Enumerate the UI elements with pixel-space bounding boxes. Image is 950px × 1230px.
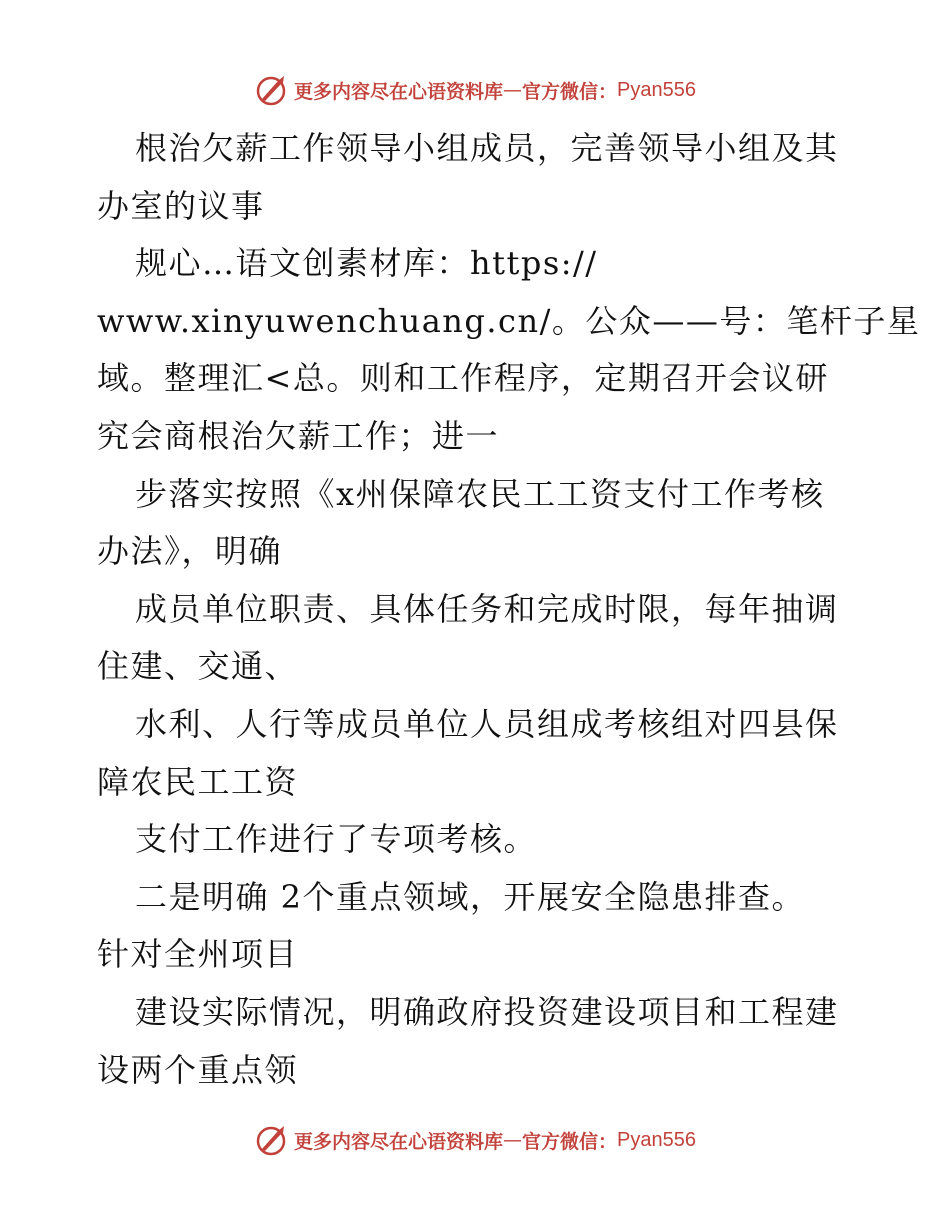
banner-id: Pyan556 <box>617 1128 696 1151</box>
text-line: 究会商根治欠薪工作；进一 <box>97 416 500 455</box>
text-line: 建设实际情况，明确政府投资建设项目和工程建 <box>135 992 839 1031</box>
document-body <box>97 120 921 1099</box>
text-line: 设两个重点领 <box>97 1050 299 1089</box>
text-line: 域。整理汇<总。则和工作程序，定期召开会议研 <box>97 359 829 398</box>
text-line: 住建、交通、 <box>97 647 299 686</box>
text-line: 步落实按照《x州保障农民工工资支付工作考核 <box>135 474 825 513</box>
banner-id: Pyan556 <box>617 78 696 101</box>
banner-label: 官方微信： <box>522 1130 618 1153</box>
banner-dash: — <box>503 1129 523 1151</box>
text-line: 障农民工工资 <box>97 762 299 801</box>
text-line: 根治欠薪工作领导小组成员，完善领导小组及其 <box>135 129 839 167</box>
banner-text: 更多内容尽在心语资料库 <box>294 80 504 103</box>
text-line: 成员单位职责、具体任务和完成时限，每年抽调 <box>135 589 839 628</box>
quill-logo-icon <box>254 1123 288 1157</box>
text-line: 水利、人行等成员单位人员组成考核组对四县保 <box>135 704 839 743</box>
text-line: 规心…语文创素材库：https:// <box>135 244 598 283</box>
footer-banner <box>0 1120 950 1160</box>
text-line: 办室的议事 <box>97 186 265 225</box>
text-line: www.xinyuwenchuang.cn/。公众——号：笔杆子星 <box>97 301 921 340</box>
text-line: 办法》，明确 <box>97 532 283 571</box>
quill-logo-icon <box>254 73 288 107</box>
banner-text: 更多内容尽在心语资料库 <box>294 1130 504 1153</box>
text-line: 支付工作进行了专项考核。 <box>135 820 538 859</box>
text-line: 针对全州项目 <box>97 935 299 974</box>
banner-label: 官方微信： <box>522 80 618 103</box>
header-banner <box>0 70 950 110</box>
banner-dash: — <box>503 79 523 101</box>
text-line: 二是明确 2个重点领域，开展安全隐患排查。 <box>135 877 806 916</box>
